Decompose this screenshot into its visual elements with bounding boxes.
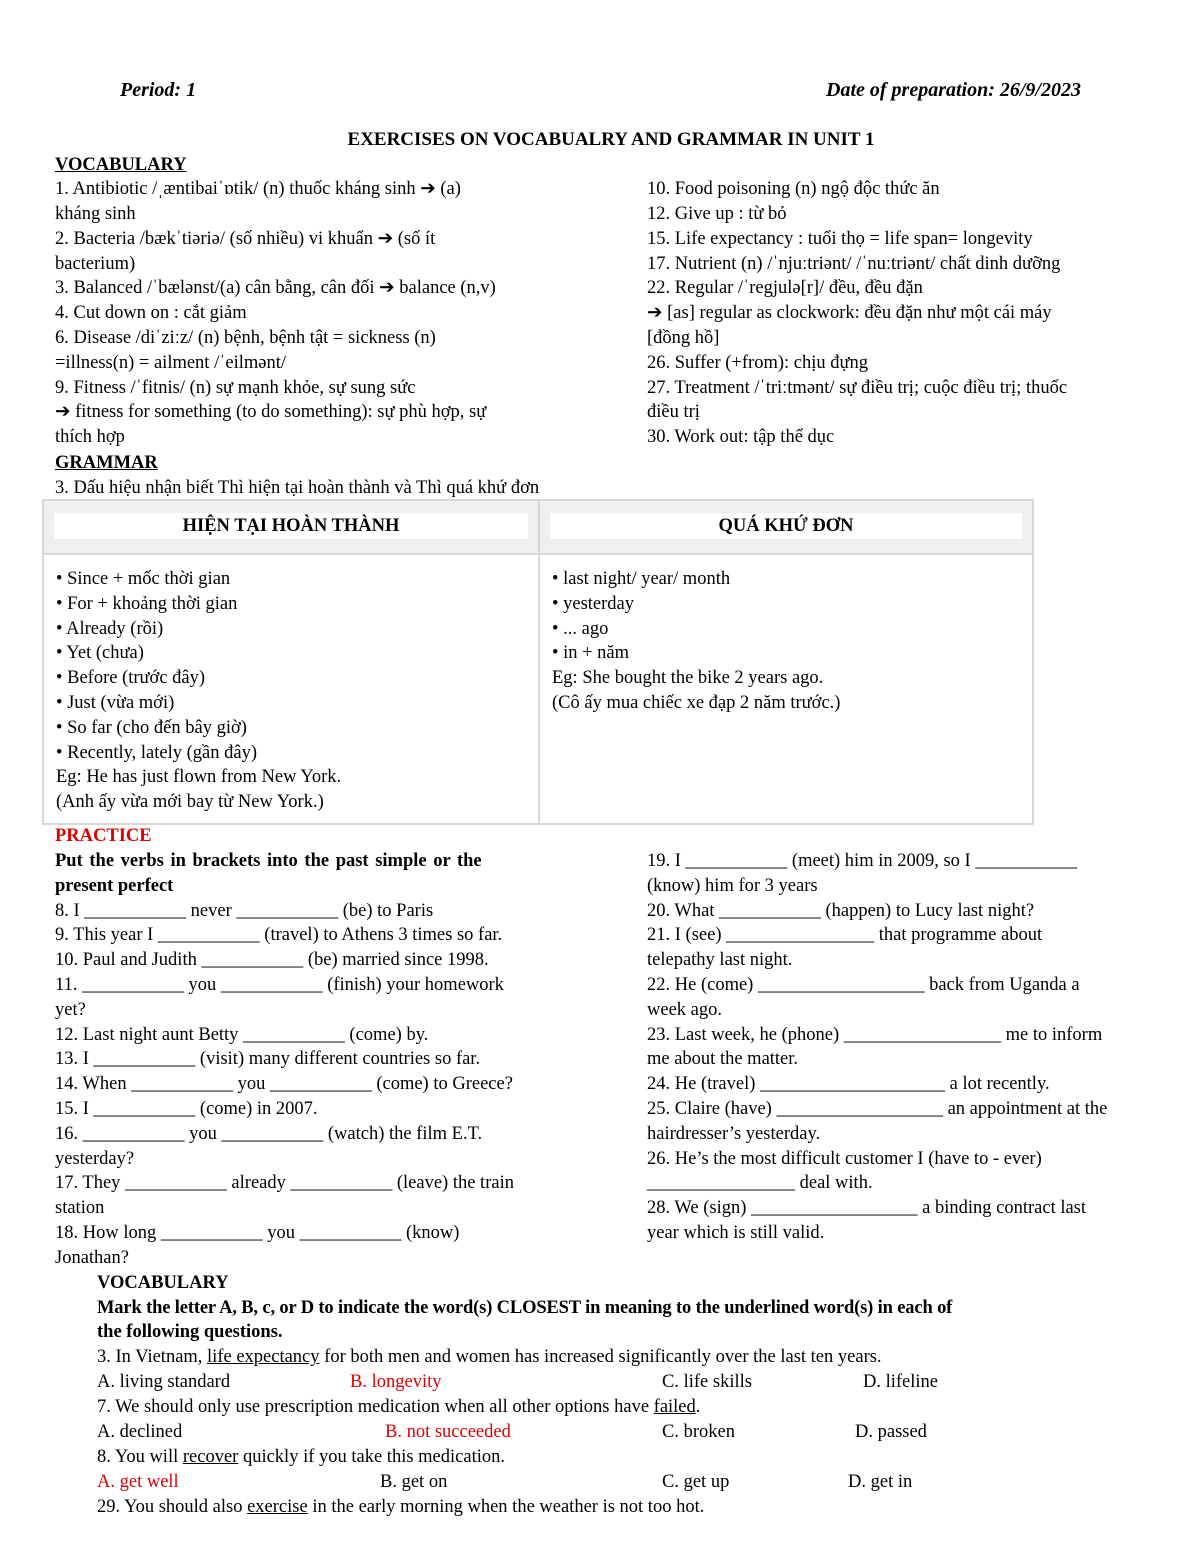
table-line: • For + khoảng thời gian [56, 593, 238, 614]
exercise-line: 21. I (see) ________________ that programme about [647, 925, 1043, 945]
period-label: Period: 1 [120, 79, 197, 101]
page-title: EXERCISES ON VOCABUALRY AND GRAMMAR IN UNIT 1 [347, 129, 875, 150]
exercise-line: 8. I ___________ never ___________ (be) to Paris [55, 901, 434, 921]
exercise-line: telepathy last night. [647, 950, 793, 970]
exercise-line: 18. How long ___________ you ___________ (know) [55, 1223, 460, 1243]
tense-signal-table [42, 499, 1034, 825]
exercise-line: me about the matter. [647, 1049, 799, 1069]
vocab-line: 3. Balanced /ˈbælənst/(a) cân bằng, cân đối ➔ balance (n,v) [55, 278, 496, 298]
exercise-line: 20. What ___________ (happen) to Lucy last night? [647, 901, 1035, 921]
underlined-word: recover [182, 1447, 239, 1467]
vocabulary-mcq-heading: VOCABULARY [97, 1273, 229, 1293]
practice-instruction: Put the verbs in brackets into the past simple or the [55, 851, 482, 871]
vocab-line: 2. Bacteria /bækˈtiəriə/ (số nhiều) vi khuẩn ➔ (số ít [55, 229, 436, 249]
present-perfect-header: HIỆN TẠI HOÀN THÀNH [54, 513, 528, 539]
table-line: Eg: She bought the bike 2 years ago. [552, 668, 824, 689]
question-text: 3. In Vietnam, [97, 1347, 208, 1367]
exercise-line: 15. I ___________ (come) in 2007. [55, 1099, 318, 1119]
exercise-line: 28. We (sign) __________________ a binding contract last [647, 1198, 1087, 1218]
exercise-line: Jonathan? [55, 1248, 129, 1268]
table-line: • ... ago [552, 618, 609, 639]
vocab-line: 26. Suffer (+from): chịu đựng [647, 353, 869, 373]
exercise-line: hairdresser’s yesterday. [647, 1124, 821, 1144]
vocabulary-heading: VOCABULARY [55, 155, 187, 175]
practice-instruction: present perfect [55, 876, 174, 896]
option-c[interactable]: C. broken [662, 1422, 735, 1442]
grammar-intro: 3. Dấu hiệu nhận biết Thì hiện tại hoàn thành và Thì quá khứ đơn [55, 478, 540, 498]
exercise-line: 16. ___________ you ___________ (watch) the film E.T. [55, 1124, 483, 1144]
table-line: (Anh ấy vừa mới bay từ New York.) [56, 792, 324, 813]
question-text: for both men and women has increased significantly over the last ten years. [319, 1347, 882, 1367]
table-line: • last night/ year/ month [552, 569, 731, 589]
exercise-line: 13. I ___________ (visit) many different countries so far. [55, 1049, 481, 1069]
past-simple-cell [539, 554, 1033, 824]
table-line: • Recently, lately (gần đây) [56, 742, 257, 763]
mcq-instruction: the following questions. [97, 1322, 283, 1342]
vocab-line: 22. Regular /ˈregjulə[r]/ đều, đều đặn [647, 278, 923, 298]
exercise-line: 12. Last night aunt Betty ___________ (come) by. [55, 1025, 429, 1045]
question-stem [97, 1345, 882, 1369]
question-text: . [695, 1397, 701, 1417]
vocab-line: 17. Nutrient (n) /ˈnjuːtriənt/ /ˈnuːtriənt/ chất dinh dưỡng [647, 254, 1061, 274]
vocab-line: 30. Work out: tập thể dục [647, 427, 835, 447]
exercise-line: 9. This year I ___________ (travel) to Athens 3 times so far. [55, 925, 503, 945]
option-a[interactable]: A. declined [97, 1422, 183, 1442]
past-simple-header: QUÁ KHỨ ĐƠN [550, 513, 1022, 539]
table-line: • Just (vừa mới) [56, 692, 175, 713]
option-a[interactable]: A. living standard [97, 1372, 231, 1392]
question-text: quickly if you take this medication. [238, 1447, 505, 1467]
exercise-line: station [55, 1198, 105, 1218]
vocab-line: thích hợp [55, 427, 125, 447]
date-of-preparation: Date of preparation: 26/9/2023 [826, 79, 1081, 101]
underlined-word: failed [653, 1397, 696, 1417]
vocab-line: 10. Food poisoning (n) ngộ độc thức ăn [647, 179, 940, 199]
table-line: • in + năm [552, 643, 630, 664]
exercise-line: 25. Claire (have) __________________ an appointment at the [647, 1099, 1108, 1119]
exercise-line: 22. He (come) __________________ back from Uganda a [647, 975, 1080, 995]
table-header-cell [539, 500, 1033, 554]
table-line: • So far (cho đến bây giờ) [56, 717, 247, 738]
vocab-line: =illness(n) = ailment /ˈeilmənt/ [55, 353, 286, 373]
exercise-line: (know) him for 3 years [647, 876, 818, 896]
option-c[interactable]: C. get up [662, 1472, 730, 1492]
option-b[interactable]: B. get on [380, 1472, 448, 1492]
vocab-line: kháng sinh [55, 204, 136, 224]
exercise-line: ________________ deal with. [647, 1173, 873, 1193]
grammar-heading: GRAMMAR [55, 453, 158, 473]
vocab-line: bacterium) [55, 254, 136, 274]
practice-heading: PRACTICE [55, 826, 152, 846]
exercise-line: 24. He (travel) ____________________ a lot recently. [647, 1074, 1050, 1094]
exercise-line: yesterday? [55, 1149, 135, 1169]
vocab-line: điều trị [647, 402, 700, 422]
exercise-line: 23. Last week, he (phone) _________________ me to inform [647, 1025, 1103, 1045]
exercise-line: 19. I ___________ (meet) him in 2009, so I ___________ [647, 851, 1078, 871]
table-line: • Since + mốc thời gian [56, 569, 231, 589]
underlined-word: exercise [247, 1497, 308, 1517]
table-line: (Cô ấy mua chiếc xe đạp 2 năm trước.) [552, 692, 841, 713]
question-stem [97, 1445, 505, 1469]
question-text: 8. You will [97, 1447, 183, 1467]
question-stem [97, 1395, 700, 1419]
table-line: • Before (trước đây) [56, 668, 206, 689]
table-line: • yesterday [552, 593, 634, 614]
exercise-line: yet? [55, 1000, 86, 1020]
mcq-instruction: Mark the letter A, B, c, or D to indicate the word(s) CLOSEST in meaning to the underlined word(s) in each of [97, 1298, 953, 1318]
vocab-line: [đồng hồ] [647, 328, 720, 348]
table-line: • Already (rồi) [56, 618, 164, 639]
vocab-line: 12. Give up : từ bỏ [647, 204, 787, 224]
question-text: 29. You should also [97, 1497, 248, 1517]
option-b-answer[interactable]: B. longevity [350, 1372, 442, 1392]
exercise-line: 14. When ___________ you ___________ (come) to Greece? [55, 1074, 513, 1094]
underlined-word: life expectancy [207, 1347, 320, 1367]
vocab-line: ➔ fitness for something (to do something): sự phù hợp, sự [55, 402, 487, 422]
vocab-line: 4. Cut down on : cắt giảm [55, 303, 247, 323]
vocab-line: ➔ [as] regular as clockwork: đều đặn như một cái máy [647, 303, 1052, 323]
vocab-line: 6. Disease /diˈziːz/ (n) bệnh, bệnh tật = sickness (n) [55, 328, 436, 348]
vocab-line: 15. Life expectancy : tuổi thọ = life span= longevity [647, 229, 1033, 249]
exercise-line: year which is still valid. [647, 1223, 825, 1243]
option-b-answer[interactable]: B. not succeeded [385, 1422, 511, 1442]
table-line: • Yet (chưa) [56, 643, 144, 664]
exercise-line: week ago. [647, 1000, 722, 1020]
option-d[interactable]: D. passed [855, 1422, 927, 1442]
question-text: 7. We should only use prescription medication when all other options have [97, 1397, 654, 1417]
table-line: Eg: He has just flown from New York. [56, 767, 342, 788]
exercise-line: 17. They ___________ already ___________ (leave) the train [55, 1173, 514, 1193]
option-a-answer[interactable]: A. get well [97, 1472, 179, 1492]
vocab-line: 27. Treatment /ˈtriːtmənt/ sự điều trị; cuộc điều trị; thuốc [647, 378, 1068, 398]
option-c[interactable]: C. life skills [662, 1372, 752, 1392]
option-d[interactable]: D. lifeline [863, 1372, 939, 1392]
question-text: in the early morning when the weather is not too hot. [307, 1497, 705, 1517]
vocab-line: 1. Antibiotic /ˌæntibaiˈɒtik/ (n) thuốc kháng sinh ➔ (a) [55, 179, 461, 199]
exercise-line: 10. Paul and Judith ___________ (be) married since 1998. [55, 950, 489, 970]
option-d[interactable]: D. get in [848, 1472, 913, 1492]
question-stem [97, 1495, 704, 1519]
exercise-line: 11. ___________ you ___________ (finish) your homework [55, 975, 504, 995]
table-header-cell [43, 500, 539, 554]
exercise-line: 26. He’s the most difficult customer I (have to - ever) [647, 1149, 1042, 1169]
vocab-line: 9. Fitness /ˈfitnis/ (n) sự mạnh khỏe, sự sung sức [55, 378, 416, 398]
present-perfect-cell [43, 554, 539, 824]
